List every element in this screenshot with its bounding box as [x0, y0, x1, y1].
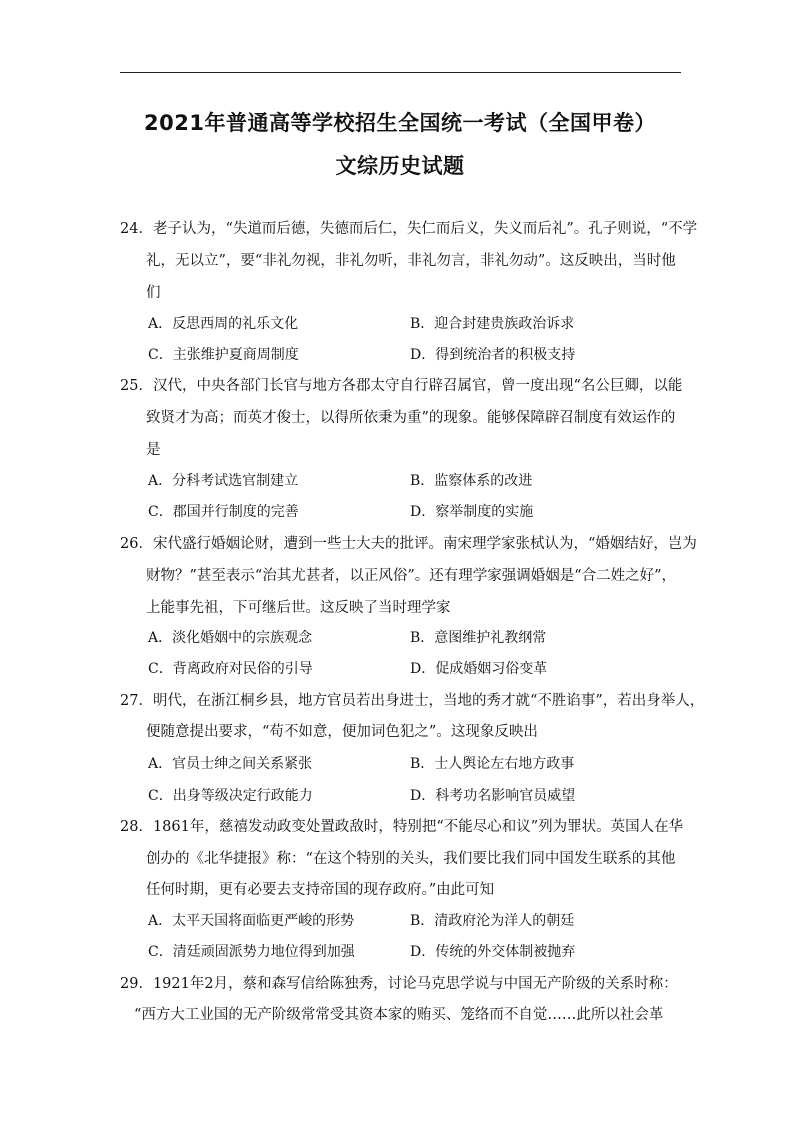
question-text: 24．老子认为，“失道而后德，失德而后仁，失仁而后义，失义而后礼”。孔子则说，“不学 — [120, 221, 698, 237]
option-b[interactable]: B．监察体系的改进 — [410, 473, 533, 489]
question-text: 礼，无以立”，要“非礼勿视，非礼勿听，非礼勿言，非礼勿动”。这反映出，当时他 — [146, 253, 676, 269]
option-d[interactable]: D．传统的外交体制被抛弃 — [410, 944, 576, 960]
question-text: 致贤才为高；而英才俊士，以得所依秉为重”的现象。能够保障辟召制度有效运作的 — [146, 410, 676, 426]
question-text: 创办的《北华捷报》称：“在这个特别的关头，我们要比我们同中国发生联系的其他 — [146, 851, 676, 867]
question-text: 们 — [146, 285, 161, 301]
option-a[interactable]: A．反思西周的礼乐文化 — [148, 316, 299, 332]
question-text: 财物？”甚至表示“治其尤甚者，以正风俗”。还有理学家强调婚姻是“合二姓之好”， — [146, 568, 677, 584]
question-text: 25．汉代，中央各部门长官与地方各郡太守自行辟召属官，曾一度出现“名公巨卿，以能 — [120, 378, 683, 394]
option-c[interactable]: C．郡国并行制度的完善 — [148, 504, 299, 520]
option-d[interactable]: D．科考功名影响官员威望 — [410, 788, 576, 804]
question-text: 便随意提出要求，“苟不如意，便加词色犯之”。这现象反映出 — [146, 724, 538, 740]
option-b[interactable]: B．迎合封建贵族政治诉求 — [410, 316, 575, 332]
option-d[interactable]: D．得到统治者的积极支持 — [410, 347, 576, 363]
question-text: “西方大工业国的无产阶级常常受其资本家的贿买、笼络而不自觉……此所以社会革 — [134, 1007, 664, 1023]
question-text: 任何时期，更有必要去支持帝国的现存政府。”由此可知 — [146, 882, 495, 898]
option-b[interactable]: B．清政府沦为洋人的朝廷 — [410, 913, 575, 929]
option-d[interactable]: D．察举制度的实施 — [410, 504, 534, 520]
option-c[interactable]: C．背离政府对民俗的引导 — [148, 661, 313, 677]
exam-title: 2021年普通高等学校招生全国统一考试（全国甲卷） — [144, 111, 656, 135]
question-text: 29．1921年2月，蔡和森写信给陈独秀，讨论马克思学说与中国无产阶级的关系时称： — [120, 976, 678, 992]
option-c[interactable]: C．主张维护夏商周制度 — [148, 347, 299, 363]
option-a[interactable]: A．太平天国将面临更严峻的形势 — [148, 913, 355, 929]
question-text: 是 — [146, 442, 161, 458]
option-a[interactable]: A．分科考试选官制建立 — [148, 473, 299, 489]
option-b[interactable]: B．意图维护礼教纲常 — [410, 630, 547, 646]
option-c[interactable]: C．出身等级决定行政能力 — [148, 788, 313, 804]
exam-subtitle: 文综历史试题 — [335, 154, 465, 178]
question-text: 27．明代，在浙江桐乡县，地方官员若出身进士，当地的秀才就“不胜谄事”，若出身举人， — [120, 693, 705, 709]
header-rule — [120, 72, 681, 73]
option-c[interactable]: C．清廷顽固派势力地位得到加强 — [148, 944, 355, 960]
option-b[interactable]: B．士人舆论左右地方政事 — [410, 756, 575, 772]
option-a[interactable]: A．官员士绅之间关系紧张 — [148, 756, 313, 772]
option-d[interactable]: D．促成婚姻习俗变革 — [410, 661, 548, 677]
question-text: 26．宋代盛行婚姻论财，遭到一些士大夫的批评。南宋理学家张栻认为，“婚姻结好，岂为 — [120, 536, 697, 552]
option-a[interactable]: A．淡化婚姻中的宗族观念 — [148, 630, 313, 646]
question-text: 上能事先祖，下可继后世。这反映了当时理学家 — [146, 600, 451, 616]
question-text: 28．1861年，慈禧发动政变处置政敌时，特别把“不能尽心和议”列为罪状。英国人在华 — [120, 819, 684, 835]
